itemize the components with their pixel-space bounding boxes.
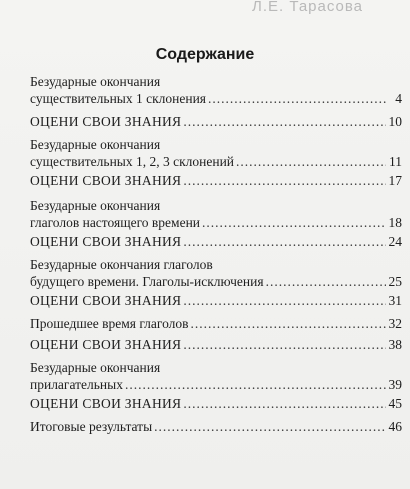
toc-page-number: 31 <box>388 293 402 308</box>
toc-page-number: 45 <box>388 396 402 411</box>
toc-entry-title: ОЦЕНИ СВОИ ЗНАНИЯ <box>30 293 182 308</box>
toc-entry-title: будущего времени. Глаголы-исключения <box>30 274 264 289</box>
dot-leader <box>266 273 386 290</box>
toc-entry[interactable] <box>30 418 402 435</box>
toc-entry[interactable] <box>30 197 402 231</box>
toc-page-number: 4 <box>395 91 402 106</box>
toc-page-number: 32 <box>388 316 402 331</box>
toc-page-number: 25 <box>388 274 402 289</box>
dot-leader <box>202 214 386 231</box>
toc-entry-title-line: Безударные окончания <box>30 74 161 89</box>
toc-entry-title: ОЦЕНИ СВОИ ЗНАНИЯ <box>30 173 182 188</box>
toc-entry[interactable] <box>30 315 402 332</box>
dot-leader <box>154 418 386 435</box>
toc-entry-title: Итоговые результаты <box>30 419 153 434</box>
toc-page-number: 10 <box>388 114 402 129</box>
toc-entry-title: ОЦЕНИ СВОИ ЗНАНИЯ <box>30 234 182 249</box>
toc-entry[interactable] <box>30 172 402 189</box>
dot-leader <box>183 292 386 309</box>
toc-entry[interactable] <box>30 336 402 353</box>
dot-leader <box>236 153 386 170</box>
toc-entry-title: существительных 1 склонения <box>30 91 207 106</box>
toc-entry[interactable] <box>30 292 402 309</box>
toc-entry[interactable] <box>30 395 402 412</box>
toc-entry-title: существительных 1, 2, 3 склонений <box>30 154 235 169</box>
dot-leader <box>208 90 386 107</box>
toc-entry-title-line: Безударные окончания <box>30 360 161 375</box>
toc-page-number: 17 <box>388 173 402 188</box>
toc-page-number: 18 <box>388 215 402 230</box>
toc-entry[interactable] <box>30 113 402 130</box>
toc-page-number: 24 <box>388 234 402 249</box>
author-header: Л.Е. Тарасова <box>252 0 364 15</box>
toc-entry[interactable] <box>30 256 402 290</box>
toc-page-number: 38 <box>388 337 402 352</box>
toc-entry-title: ОЦЕНИ СВОИ ЗНАНИЯ <box>30 396 182 411</box>
toc-page-number: 11 <box>389 154 402 169</box>
dot-leader <box>183 336 386 353</box>
toc-entry-title: прилагательных <box>30 377 123 392</box>
dot-leader <box>191 315 386 332</box>
toc-title: Содержание <box>155 46 255 63</box>
toc-page-number: 39 <box>388 377 402 392</box>
toc-entry-title: ОЦЕНИ СВОИ ЗНАНИЯ <box>30 114 182 129</box>
dot-leader <box>183 113 386 130</box>
toc-entry[interactable] <box>30 136 402 170</box>
toc-entry-title-line: Безударные окончания <box>30 137 161 152</box>
dot-leader <box>183 395 386 412</box>
dot-leader <box>183 233 386 250</box>
toc-entry-title-line: Безударные окончания глаголов <box>30 257 213 272</box>
toc-entry-title: Прошедшее время глаголов <box>30 316 189 331</box>
dot-leader <box>183 172 386 189</box>
toc-page-number: 46 <box>388 419 402 434</box>
toc-entry[interactable] <box>30 233 402 250</box>
toc-entry-title-line: Безударные окончания <box>30 198 161 213</box>
toc-entry[interactable] <box>30 73 402 107</box>
dot-leader <box>125 376 386 393</box>
toc-entry-title: ОЦЕНИ СВОИ ЗНАНИЯ <box>30 337 182 352</box>
toc-entry-title: глаголов настоящего времени <box>30 215 201 230</box>
toc-entry[interactable] <box>30 359 402 393</box>
